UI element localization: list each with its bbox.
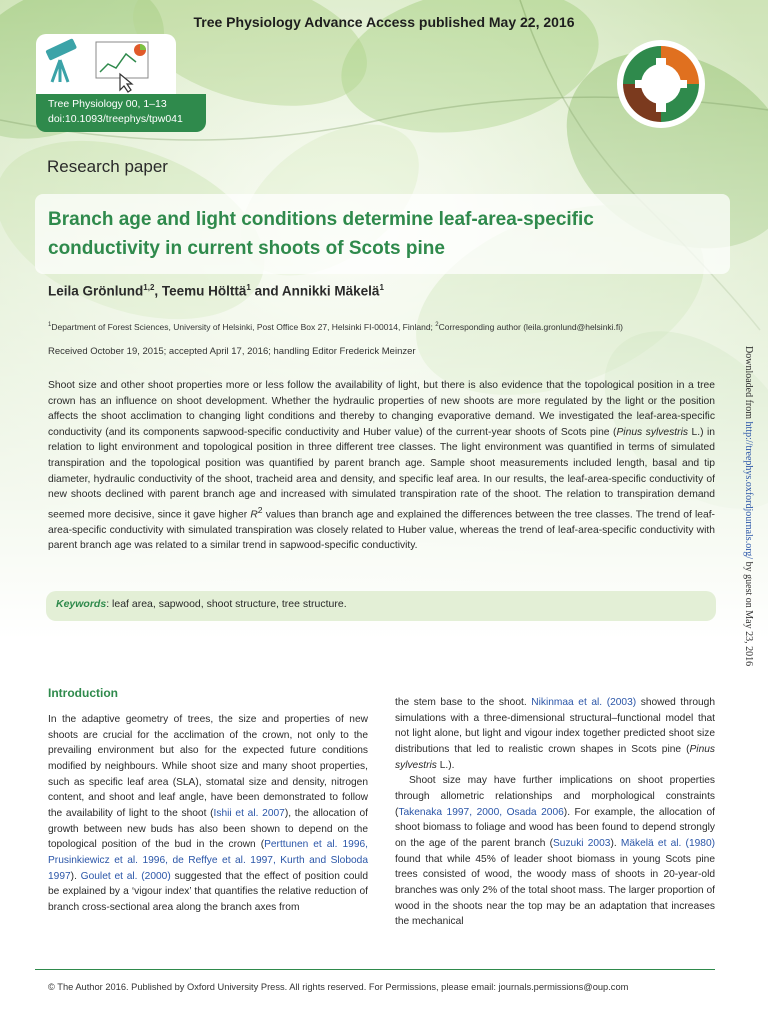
intro-column-1	[48, 712, 368, 916]
abstract-part-3: values than branch age and explained the differences between the tree classes. The trend of leaf-area-specific conductivity with simulated transpiration was closely related to Huber value, whereas the trend of leaf-area-specific conductivity with parent branch age was related to a similar trend in sapwood-specific conductivity.	[48, 509, 715, 552]
journal-icons-box	[36, 34, 176, 94]
affil-text-1: Department of Forest Sciences, University of Helsinki, Post Office Box 27, Helsinki FI-00014, Finland;	[51, 322, 436, 332]
species-name: Pinus sylvestris	[395, 743, 715, 771]
telescope-icon	[45, 38, 77, 82]
citation-link[interactable]: Mäkelä et al. (1980)	[620, 837, 716, 849]
text-run: ). For example, the allocation of shoot biomass to foliage and wood has been found to depend strongly on the age of the parent branch (	[395, 806, 715, 849]
author-1[interactable]: Leila Grönlund	[48, 283, 144, 299]
citation-link[interactable]: Takenaka 1997, 2000, Osada 2006	[398, 806, 564, 818]
intro-paragraph-3	[395, 773, 715, 930]
author-sep-1: ,	[154, 283, 162, 299]
author-2-sup: 1	[246, 283, 251, 292]
footer-divider	[35, 969, 715, 970]
text-run: ).	[70, 870, 81, 882]
chart-click-icon	[96, 42, 148, 92]
affil-text-2: Corresponding author (leila.gronlund@helsinki.fi)	[438, 322, 624, 332]
author-sep-2: and	[250, 283, 282, 299]
download-suffix: by guest on May 23, 2016	[743, 559, 754, 667]
intro-paragraph-2	[395, 695, 715, 773]
text-run: ), the allocation of growth between new buds has also been shown to depend on the topological position of the bud in the crown (	[48, 807, 368, 851]
author-2[interactable]: Teemu Hölttä	[161, 283, 247, 299]
journal-meta-box	[36, 94, 206, 132]
abstract-species: Pinus sylvestris	[616, 426, 689, 438]
download-note	[743, 346, 754, 686]
abstract-part-2: L.) in relation to light environment and topological position in three different tree classes. The light environment was quantified in terms of simulated transpiration and the topological position was quantified by parent branch age. Sample shoot measurements included length, basal and tip diameter, hydraulic conductivity of the shoot, tracheid area and density, and specific leaf area. In our results, the leaf-area-specific conductivity of new shoots declined with parent branch age and increased with simulated transpiration rate of the shoot. The relation to transpiration demand seemed more decisive, since it gave higher	[48, 426, 715, 521]
download-link[interactable]: http://treephys.oxfordjournals.org/	[743, 421, 754, 560]
copyright-footer: © The Author 2016. Published by Oxford University Press. All rights reserved. For Permissions, please email: journals.permissions@oup.com	[48, 982, 629, 992]
introduction-heading: Introduction	[48, 686, 118, 700]
doi-link[interactable]: doi:10.1093/treephys/tpw041	[48, 113, 183, 125]
text-run: L.).	[436, 759, 455, 771]
received-dates: Received October 19, 2015; accepted April 17, 2016; handling Editor Frederick Meinzer	[48, 346, 416, 357]
text-run: suggested that the effect of position could be explained by a ‘vigour index’ that quantifies the relative reduction of branch cross-sectional area along the branch axes from	[48, 870, 368, 913]
journal-logo-icon	[615, 38, 707, 130]
citation-link[interactable]: Nikinmaa et al. (2003)	[531, 697, 637, 708]
title-line-2: conductivity in current shoots of Scots pine	[48, 238, 445, 259]
advance-access-banner: Tree Physiology Advance Access published May 22, 2016	[193, 14, 575, 30]
citation-link[interactable]: Goulet et al. (2000)	[80, 870, 171, 882]
text-run: found that while 45% of leader shoot biomass in young Scots pine trees consisted of wood, the woody mass of shoots in 20-year-old branches was only 2% of the total shoot mass. The larger proportion of wood in the shoots near the top may be an adaptation that increases the mechanical	[395, 853, 715, 928]
abstract-r2: R	[250, 509, 258, 521]
text-run: In the adaptive geometry of trees, the size and properties of new shoots are crucial for the acclimation of the crown, not only to the prevailing environment but also for the expected future conditions modified by neighbours. While shoot size and many shoot properties, such as specific leaf area (SLA), stomatal size and density, nitrogen content, and shoot and leaf angle, have been demonstrated to follow the availability of light to the shoot (	[48, 714, 368, 819]
affil-sup-1: 1	[48, 322, 52, 329]
article-type: Research paper	[47, 157, 168, 176]
affil-sup-2: 2	[435, 322, 439, 329]
author-3-sup: 1	[379, 283, 384, 292]
text-run: the stem base to the shoot.	[395, 697, 532, 708]
keywords-text: : leaf area, sapwood, shoot structure, tree structure.	[106, 598, 347, 610]
abstract-r2-sup: 2	[257, 504, 263, 515]
affiliation	[48, 322, 708, 332]
intro-column-2	[395, 695, 715, 930]
article-title	[48, 205, 688, 263]
keywords	[56, 598, 347, 610]
author-1-sup: 1,2	[143, 283, 155, 292]
download-sidebar	[738, 346, 758, 686]
abstract-part-1: Shoot size and other shoot properties more or less follow the availability of light, but there is also evidence that the topological position in a tree crown has an influence on shoot development. Whether the hydraulic properties of new shoots are more regulated by the light or the position affects the shoot acclimation to changing light conditions and thereby to changing evaporative demand. We investigated the leaf-area-specific conductivity (and its components sapwood-specific conductivity and Huber value) of the current-year shoots of Scots pine (	[48, 380, 715, 438]
intro-paragraph-1	[48, 712, 368, 916]
author-3[interactable]: Annikki Mäkelä	[281, 283, 380, 299]
text-run: ).	[610, 837, 621, 849]
text-run: showed through simulations with a three-dimensional structural–functional model that not light alone, but light and vigour index together predicted shoot size distributions that led to realistic crown shapes in Scots pine (	[395, 697, 715, 755]
citation-link[interactable]: Perttunen et al. 1996, Prusinkiewicz et al. 1996, de Reffye et al. 1997, Kurth and Sloboda 1997	[48, 839, 369, 882]
text-run: Shoot size may have further implications on shoot properties through allometric relationships and morphological constraints (	[395, 775, 715, 818]
citation-link[interactable]: Ishii et al. 2007	[213, 807, 285, 819]
journal-line: Tree Physiology 00, 1–13	[48, 98, 167, 110]
abstract	[48, 378, 715, 554]
title-line-1: Branch age and light conditions determine leaf-area-specific	[48, 209, 594, 230]
citation-link[interactable]: Suzuki 2003	[552, 837, 611, 849]
download-prefix: Downloaded from	[743, 346, 754, 422]
authors	[48, 283, 384, 299]
keywords-label: Keywords	[56, 598, 107, 610]
